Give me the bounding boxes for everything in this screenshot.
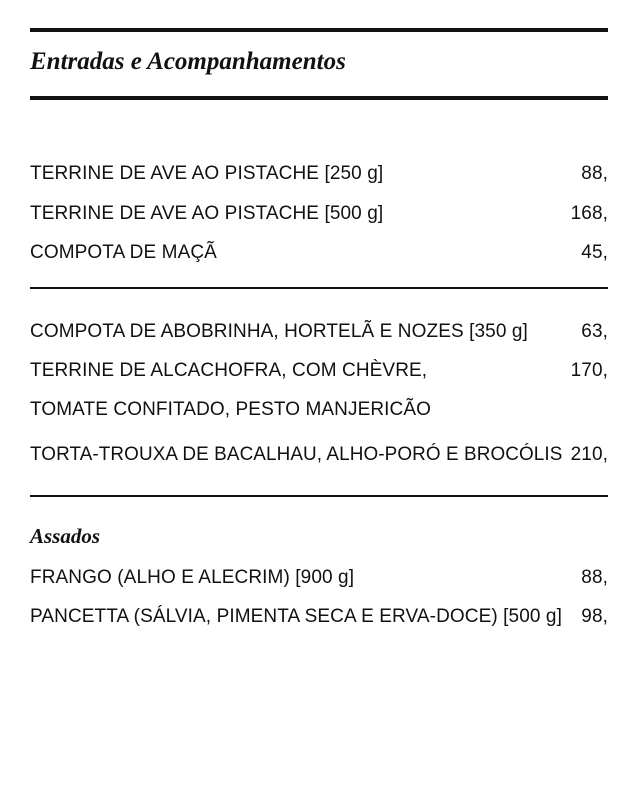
menu-item-price: 88, — [581, 163, 608, 184]
menu-item-price: 63, — [581, 321, 608, 342]
section-title-assados: Assados — [30, 524, 101, 548]
menu-item-price: 210, — [570, 444, 608, 465]
menu-item-name: PANCETTA (SÁLVIA, PIMENTA SECA E ERVA-DOCE) [500 g] — [30, 606, 562, 627]
menu-item-name: TERRINE DE AVE AO PISTACHE [500 g] — [30, 203, 384, 224]
title-rule — [30, 96, 608, 100]
menu-item-name: COMPOTA DE ABOBRINHA, HORTELÃ E NOZES [350 g] — [30, 321, 528, 342]
top-rule — [30, 28, 608, 32]
menu-item-price: 98, — [581, 606, 608, 627]
menu-item-price: 168, — [570, 203, 608, 224]
group-divider — [30, 287, 608, 289]
menu-item-price: 88, — [581, 567, 608, 588]
section-divider — [30, 495, 608, 497]
menu-item-name: TOMATE CONFITADO, PESTO MANJERICÃO — [30, 399, 432, 420]
menu-item-name: COMPOTA DE MAÇÃ — [30, 242, 217, 263]
menu-item-price: 170, — [570, 360, 608, 381]
menu-item-name: TERRINE DE ALCACHOFRA, COM CHÈVRE, — [30, 360, 428, 381]
menu-item-price: 45, — [581, 242, 608, 263]
section-title-entradas: Entradas e Acompanhamentos — [30, 48, 346, 75]
menu-item-name: TORTA-TROUXA DE BACALHAU, ALHO-PORÓ E BROCÓLIS — [30, 444, 563, 465]
menu-item-name: FRANGO (ALHO E ALECRIM) [900 g] — [30, 567, 355, 588]
menu-item-name: TERRINE DE AVE AO PISTACHE [250 g] — [30, 163, 384, 184]
